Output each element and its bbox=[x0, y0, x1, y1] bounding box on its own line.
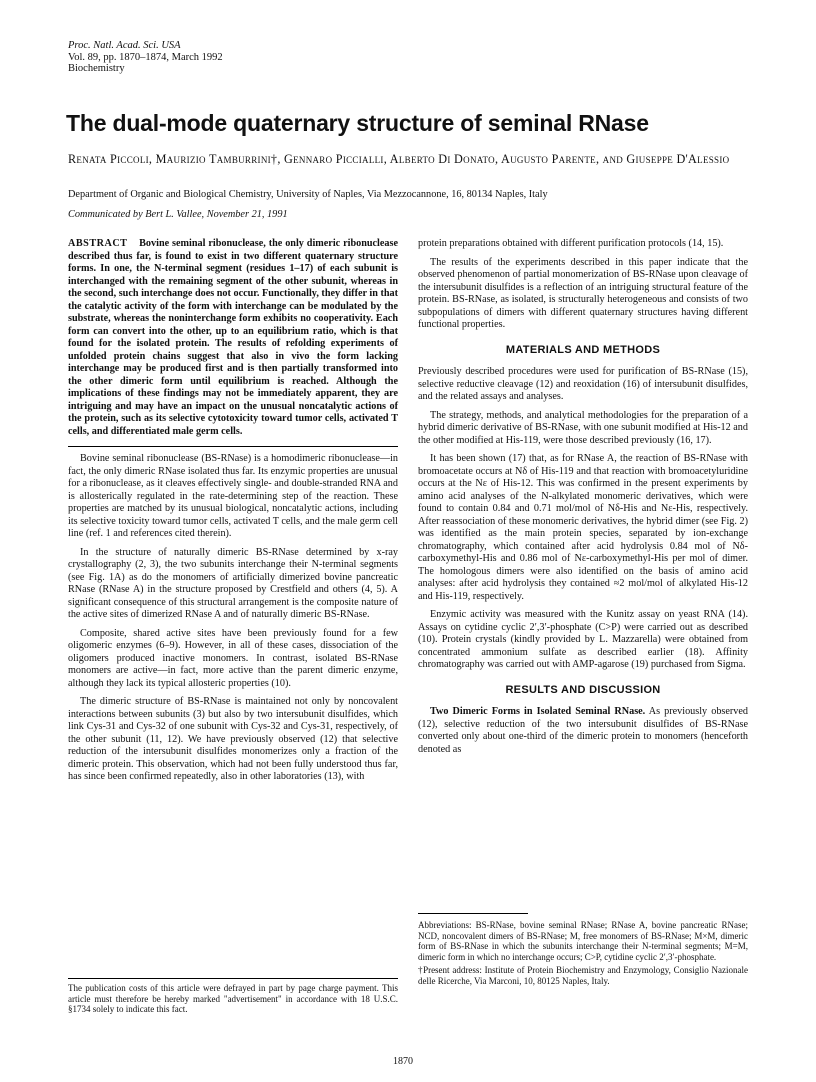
footnote-abbreviations: Abbreviations: BS-RNase, bovine seminal RNase; RNase A, bovine pancreatic RNase; NCD, noncovalent dimers of BS-RNase; M, free monomers of BS-RNase; M×M, dimeric form of BS-RNase in which the subunits interchange their N-terminal segments; M=M, dimeric form in which no interchange occurs; C>P, cytidine cyclic 2′,3′-phosphate. bbox=[418, 920, 748, 962]
section-heading-results: RESULTS AND DISCUSSION bbox=[505, 683, 661, 696]
left-column bbox=[68, 238, 398, 790]
journal-section: Biochemistry bbox=[68, 63, 125, 74]
methods-paragraph: It has been shown (17) that, as for RNase A, the reaction of BS-RNase with bromoacetate occurs at Nδ of His-119 and that reaction with bromoacetyluridine occurs at the Nε of His-12. This was confirmed in the present experiments by amino acid analyses of the N-alkylated monomeric derivatives, which were found to contain 0.84 and 0.71 mol/mol of Nδ-His and Nε-His, respectively. After reassociation of these monomeric derivatives, the hybrid dimer (see Fig. 2) was identified as the main protein species, separated by ion-exchange chromatography, which contained after acid hydrolysis 0.84 mol of Nδ-carboxymethyl-His and 0.86 mol of Nε-carboxymethyl-His per mol of dimer. The homologous dimers were also identified on the basis of amino acid analyses: after acid hydrolysis they contained ≈2 mol/mol of alkylated His-12 and His-119, respectively. bbox=[418, 453, 748, 602]
page-number: 1870 bbox=[393, 1056, 413, 1067]
footnotes bbox=[418, 913, 748, 989]
abstract bbox=[68, 238, 398, 438]
publication-cost-note: The publication costs of this article were defrayed in part by page charge payment. This article must therefore be hereby marked "advertisement" in accordance with 18 U.S.C. §1734 solely to indicate this fact. bbox=[68, 978, 398, 1015]
footnote-present-address: †Present address: Institute of Protein Biochemistry and Enzymology, Consiglio Nazionale delle Ricerche, Via Marconi, 10, 80125 Naples, Italy. bbox=[418, 965, 748, 986]
body-paragraph: Composite, shared active sites have been previously found for a few oligomeric enzymes (6–9). However, in all of these cases, dissociation of the oligomers produced inactive monomers. In contrast, isolated BS-RNase monomers are active—in fact, more active than the parent dimeric enzyme, although they lack its typical allosteric properties (10). bbox=[68, 627, 398, 689]
right-column bbox=[418, 238, 748, 762]
journal-citation: Vol. 89, pp. 1870–1874, March 1992 bbox=[68, 51, 223, 63]
results-paragraph bbox=[418, 706, 748, 756]
body-paragraph: protein preparations obtained with different purification protocols (14, 15). bbox=[418, 238, 724, 249]
author-list: Renata Piccoli, Maurizio Tamburrini†, Gennaro Piccialli, Alberto Di Donato, Augusto Parente, and Giuseppe D'Alessio bbox=[68, 152, 730, 166]
communicated-by: Communicated by Bert L. Vallee, November 21, 1991 bbox=[68, 209, 288, 220]
abstract-text: Bovine seminal ribonuclease, the only dimeric ribonuclease described thus far, is found to exist in two different quaternary structure forms. In one, the N-terminal segment (residues 1–17) of each subunit is interchanged with the remaining segment of the other subunit, whereas in the second, such interchange does not occur. Functionally, they differ in that the catalytic activity of the form with interchange can be modulated by the substrate, whereas the noninterchange form exhibits no cooperativity. Each form can convert into the other, up to an equilibrium ratio, which is that found for the isolated protein. The results of refolding experiments of unfolded protein chains suggest that also in vivo the form lacking interchange may be produced first and is then partially transformed into the other dimeric form until equilibrium is reached. Although the implications of these findings may not be immediately apparent, they are intriguing and may have an impact on the unusual noncatalytic actions of the protein, such as its selective cytotoxicity toward tumor cells, activated T cells, and differentiated male germ cells. bbox=[68, 238, 398, 437]
footnote-divider bbox=[418, 913, 528, 914]
article-title: The dual-mode quaternary structure of seminal RNase bbox=[66, 110, 649, 136]
journal-header bbox=[68, 40, 223, 75]
body-paragraph: Bovine seminal ribonuclease (BS-RNase) is a homodimeric ribonuclease—in fact, the only dimeric RNase isolated thus far. Its enzymic properties are unusual for a ribonuclease, as it cleaves effectively single- and double-stranded RNA and is allosterically regulated in the rate-determining step of the reaction. These properties are matched by its unusual biological, noncatalytic actions, including its selective toxicity toward tumor cells, activated T cells, and the male germ cell line (ref. 1 and references cited therein). bbox=[68, 453, 398, 539]
body-paragraph: In the structure of naturally dimeric BS-RNase determined by x-ray crystallography (2, 3), the two subunits interchange their N-terminal segments (see Fig. 1A) as do the monomers of artificially dimerized bovine pancreatic RNase (RNase A) in the structure proposed by Crestfield and others (4, 5). A significant consequence of this structural arrangement is the composite nature of the active sites of dimerized RNase A and of naturally dimeric BS-RNase. bbox=[68, 546, 398, 620]
body-paragraph: The results of the experiments described in this paper indicate that the observed phenomenon of partial monomerization of BS-RNase upon cleavage of the intersubunit disulfides is a reflection of an intriguing structural feature of the protein. BS-RNase, as isolated, is structurally heterogeneous and consists of two subpopulations of dimers with different quaternary structures having different functional properties. bbox=[418, 256, 748, 330]
abstract-heading: ABSTRACT bbox=[68, 238, 128, 249]
affiliation: Department of Organic and Biological Chemistry, University of Naples, Via Mezzocannone, 16, 80134 Naples, Italy bbox=[68, 189, 548, 200]
methods-paragraph: Previously described procedures were used for purification of BS-RNase (15), selective reductive cleavage (12) and reoxidation (16) of intersubunit disulfides, and the related assays and analyses. bbox=[418, 366, 748, 402]
methods-paragraph: Enzymic activity was measured with the Kunitz assay on yeast RNA (14). Assays on cytidine cyclic 2′,3′-phosphate (C>P) were carried out as described (10). Protein crystals (kindly provided by L. Mazzarella) were obtained from concentrated ammonium sulfate as described earlier (18). Affinity chromatography was carried out with AMP-agarose (19) purchased from Sigma. bbox=[418, 609, 748, 670]
results-subheading: Two Dimeric Forms in Isolated Seminal RNase. bbox=[430, 706, 646, 717]
methods-paragraph: The strategy, methods, and analytical methodologies for the preparation of a hybrid dimeric derivative of BS-RNase, with one subunit modified at His-12 and the other modified at His-119, were those described previously (16, 17). bbox=[418, 409, 748, 446]
results-text: As previously observed (12), selective reduction of the two intersubunit disulfides of BS-RNase converted only about one-third of the dimeric protein to monomers (henceforth denoted as bbox=[418, 706, 748, 755]
abstract-divider bbox=[68, 446, 398, 447]
journal-name: Proc. Natl. Acad. Sci. USA bbox=[68, 40, 181, 51]
body-paragraph: The dimeric structure of BS-RNase is maintained not only by noncovalent interactions between subunits (3) but also by two intersubunit disulfides, which link Cys-31 and Cys-32 of one subunit with Cys-32 and Cys-31, respectively, of the other subunit (11, 12). We have previously observed (12) that selective reduction of the intersubunit disulfides monomerizes only a fraction of the dimeric protein. This observation, which had not been fully understood thus far, has since been confirmed repeatedly, also in other laboratories (13), with bbox=[68, 696, 398, 782]
section-heading-methods: MATERIALS AND METHODS bbox=[505, 343, 661, 356]
